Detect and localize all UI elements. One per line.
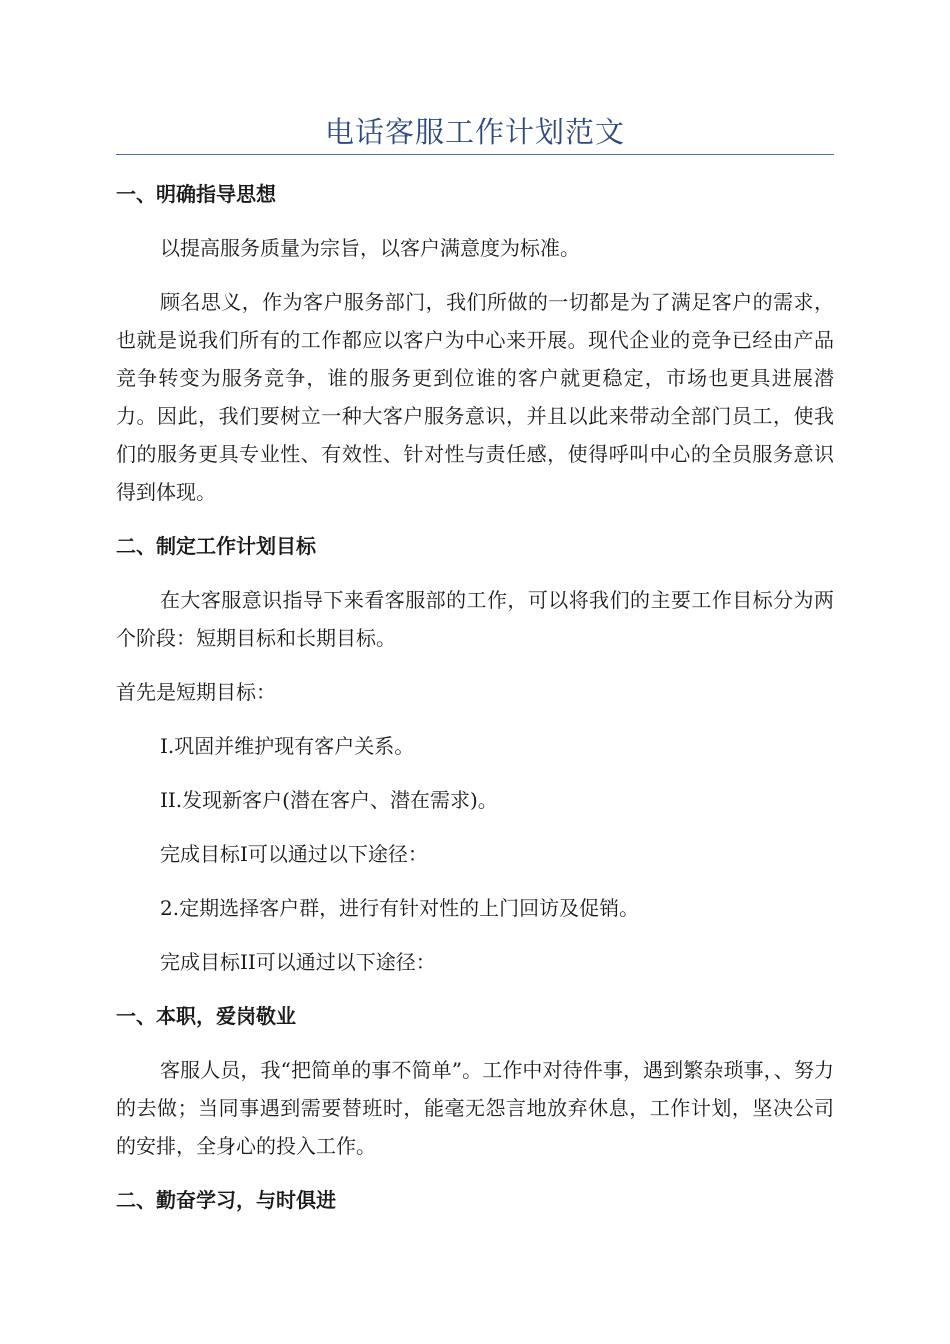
paragraph: 完成目标II可以通过以下途径： [160, 950, 436, 974]
section-heading: 一、明确指导思想 [116, 182, 276, 206]
document-page [116, 112, 834, 1235]
paragraph: 首先是短期目标： [116, 680, 276, 704]
list-item: 2.定期选择客户群，进行有针对性的上门回访及促销。 [160, 896, 640, 920]
paragraph: 完成目标I可以通过以下途径： [160, 842, 428, 866]
list-item: II.发现新客户(潜在客户、潜在需求)。 [160, 788, 498, 812]
paragraph: 以提高服务质量为宗旨，以客户满意度为标准。 [160, 236, 580, 260]
section-heading: 二、勤奋学习，与时俱进 [116, 1188, 336, 1212]
section-heading: 一、本职，爱岗敬业 [116, 1004, 296, 1028]
section-heading: 二、制定工作计划目标 [116, 534, 316, 558]
paragraph: 客服人员，我“把简单的事不简单”。工作中对待件事，遇到繁杂琐事，、努力的去做；当同事遇到需要替班时，能毫无怨言地放弃休息，工作计划，坚决公司的安排，全身心的投入工作。 [116, 1058, 834, 1158]
paragraph: 在大客服意识指导下来看客服部的工作，可以将我们的主要工作目标分为两个阶段：短期目标和长期目标。 [116, 588, 834, 650]
document-title: 电话客服工作计划范文 [116, 112, 834, 155]
paragraph: 顾名思义，作为客户服务部门，我们所做的一切都是为了满足客户的需求，也就是说我们所有的工作都应以客户为中心来开展。现代企业的竞争已经由产品竞争转变为服务竞争，谁的服务更到位谁的客户就更稳定，市场也更具进展潜力。因此，我们要树立一种大客户服务意识，并且以此来带动全部门员工，使我们的服务更具专业性、有效性、针对性与责任感，使得呼叫中心的全员服务意识得到体现。 [116, 290, 834, 504]
list-item: I.巩固并维护现有客户关系。 [160, 734, 415, 758]
